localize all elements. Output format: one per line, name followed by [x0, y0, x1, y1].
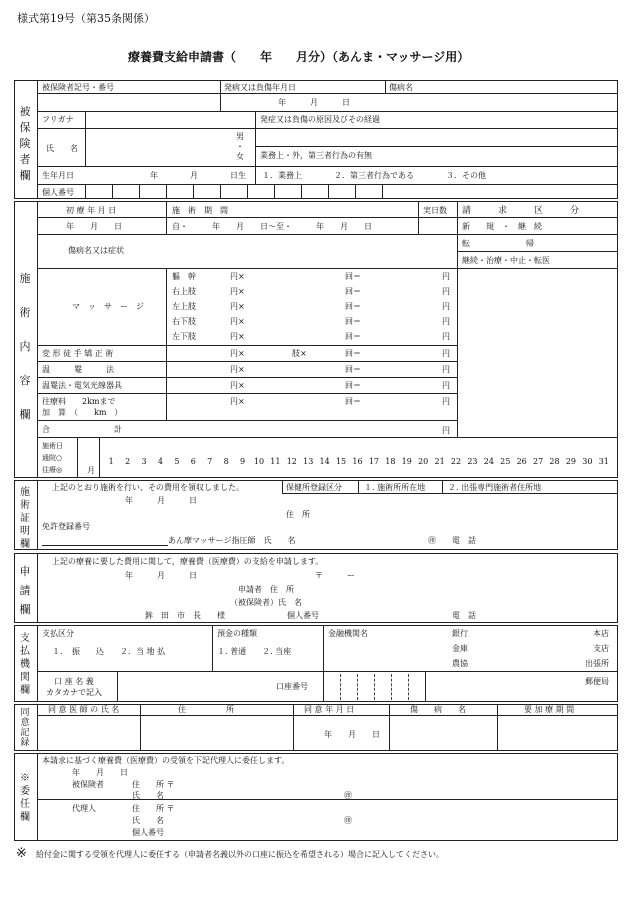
insurer-number-label: 被保険者記号・番号 — [42, 83, 114, 92]
deposit-type-options: １. 普通 ２. 当座 — [217, 647, 292, 656]
certification-section-label: 施術証明欄 — [20, 487, 30, 550]
times-eq: 回＝ — [345, 349, 361, 358]
calendar-day: 17 — [368, 457, 379, 466]
delegation-section-label: ※委任欄 — [20, 773, 30, 823]
shinkin-label: 金庫 — [452, 644, 468, 653]
sex-label: 男 ・ 女 — [236, 132, 244, 161]
yen-times: 円× — [230, 381, 245, 390]
calendar-day: 5 — [174, 457, 180, 466]
practitioner-seal: ㊞ — [428, 536, 436, 545]
calendar-day: 3 — [141, 457, 147, 466]
account-holder-label: 口 座 名 義 カタカナで記入 — [46, 677, 102, 697]
addressee: 鉾 田 市 長 様 — [145, 611, 225, 620]
calendar-day: 12 — [286, 457, 297, 466]
joint-unit: 肢× — [292, 349, 307, 358]
diagnosis-label: 傷病名又は症状 — [68, 246, 124, 255]
consent-period-label: 要 加 療 期 間 — [524, 705, 575, 714]
claim-new: 新 規 ・ 継 続 — [462, 222, 542, 231]
consent-disease-label: 傷 病 名 — [410, 705, 466, 714]
calendar-day: 24 — [483, 457, 494, 466]
disease-name-label: 傷病名 — [389, 83, 413, 92]
application-section-label: 申請欄 — [19, 565, 31, 616]
yen-times: 円× — [230, 349, 245, 358]
certification-address-label: 住 所 — [286, 510, 310, 519]
applicant-address-label: 申請者 住 所 — [238, 585, 294, 594]
treatment-section-label: 施術内容欄 — [19, 272, 31, 421]
joint-label: 変 形 徒 手 矯 正 術 — [42, 349, 114, 358]
certification-phone-label: 電 話 — [452, 536, 476, 545]
consent-date-label: 同 意 年 月 日 — [304, 705, 355, 714]
injury-date-value: 年 月 日 — [278, 98, 350, 107]
third-party-options: １．業務上 ２．第三者行為である ３．その他 — [262, 171, 486, 180]
head-office-label: 本店 — [593, 629, 609, 638]
delegation-personal-number-label: 個人番号 — [132, 828, 164, 837]
calendar-day: 20 — [418, 457, 429, 466]
birthdate-label: 生年月日 — [42, 171, 74, 180]
account-number-label: 口座番号 — [276, 682, 308, 691]
yen: 円 — [442, 287, 450, 296]
calendar-day: 1 — [108, 457, 114, 466]
days-label: 実日数 — [423, 206, 447, 215]
calendar-day: 16 — [352, 457, 363, 466]
calendar-day: 2 — [125, 457, 131, 466]
payment-section-label: 支払機関欄 — [20, 633, 30, 696]
calendar-day: 11 — [270, 457, 281, 466]
delegation-insured-seal: ㊞ — [344, 791, 352, 800]
sub-branch-label: 出張所 — [585, 659, 609, 668]
certification-date: 年 月 日 — [125, 496, 197, 505]
footnote-text: 給付金に関する受領を代理人に委任する（申請者名義以外の口座に振込を希望される）場合に記入してください。 — [36, 850, 444, 859]
yen: 円 — [442, 272, 450, 281]
delegation-insured-label: 被保険者 — [72, 780, 104, 789]
yen-times: 円× — [230, 287, 245, 296]
delegation-insured-address: 住 所 〒 — [132, 780, 175, 789]
certification-statement: 上記のとおり施術を行い、その費用を領収しました。 — [52, 483, 244, 492]
calendar-day: 13 — [303, 457, 314, 466]
furigana-label: フリガナ — [42, 115, 74, 124]
massage-label: マ ッ サ ー ジ — [72, 302, 144, 311]
license-label: 免許登録番号 — [42, 522, 90, 531]
times-eq: 回＝ — [345, 381, 361, 390]
payment-type-options: １． 振 込 ２．当 地 払 — [52, 647, 166, 656]
name-label: 氏 名 — [46, 144, 78, 153]
part-right-arm: 右上肢 — [172, 287, 196, 296]
nokyo-label: 農協 — [452, 659, 468, 668]
practitioner-label: あん摩マッサージ指圧師 氏 名 — [168, 536, 296, 545]
times-eq: 回＝ — [345, 287, 361, 296]
page-title: 療養費支給申請書（ 年 月分）（あんま・マッサージ用） — [128, 50, 470, 64]
consent-section-label: 同意記録 — [20, 708, 30, 748]
part-trunk: 軀 幹 — [172, 272, 196, 281]
calendar-day: 26 — [516, 457, 527, 466]
electric-label: 温罨法・電気光線器具 — [42, 381, 122, 390]
claim-label: 請 求 区 分 — [462, 206, 580, 216]
birthdate-value: 年 月 日生 — [150, 171, 246, 180]
application-phone-label: 電 話 — [452, 611, 476, 620]
calendar-day: 29 — [565, 457, 577, 466]
third-party-label: 業務上・外，第三者行為の有無 — [260, 151, 372, 160]
yen-times: 円× — [230, 397, 245, 406]
yen: 円 — [442, 332, 450, 341]
calendar-day: 21 — [434, 457, 445, 466]
institution-label: 金融機関名 — [328, 629, 368, 638]
delegation-statement: 本請求に基づく療養費（医療費）の受領を下記代理人に委任します。 — [42, 756, 290, 765]
times-eq: 回＝ — [345, 365, 361, 374]
yen: 円 — [442, 302, 450, 311]
delegation-insured-name: 氏 名 — [132, 791, 164, 800]
total-yen: 円 — [442, 426, 450, 435]
part-right-leg: 右下肢 — [172, 317, 196, 326]
claim-status: 継続・治療・中止・転医 — [462, 256, 550, 265]
period-value: 自・ 年 月 日〜至・ 年 月 日 — [172, 222, 372, 231]
applicant-personal-number-label: 個人番号 — [287, 611, 319, 620]
month-unit: 月 — [87, 466, 95, 475]
calendar-day: 4 — [157, 457, 163, 466]
registration-label: 保健所登録区分 — [286, 483, 342, 492]
times-eq: 回＝ — [345, 272, 361, 281]
consent-date-value: 年 月 日 — [324, 730, 380, 739]
yen: 円 — [442, 349, 450, 358]
hot-compress-label: 温 罨 法 — [42, 365, 114, 374]
yen-times: 円× — [230, 317, 245, 326]
calendar-day: 30 — [582, 457, 593, 466]
yen-times: 円× — [230, 332, 245, 341]
first-date-label: 初 療 年 月 日 — [66, 206, 117, 215]
payment-type-label: 支払区分 — [42, 629, 74, 638]
calendar-day: 23 — [467, 457, 478, 466]
yen: 円 — [442, 397, 450, 406]
calendar-day: 25 — [500, 457, 511, 466]
calendar-label: 施術日 通院○ 往療◎ — [42, 442, 63, 474]
yen: 円 — [442, 317, 450, 326]
calendar-day: 27 — [533, 457, 544, 466]
times-eq: 回＝ — [345, 317, 361, 326]
deposit-type-label: 預金の種類 — [217, 629, 257, 638]
calendar-day: 31 — [598, 457, 609, 466]
injury-date-label: 発病又は負傷年月日 — [224, 83, 296, 92]
travel-label: 往療料 2kmまで 加 算 （ km ） — [42, 397, 123, 417]
post-office-label: 郵便局 — [585, 677, 609, 686]
application-date: 年 月 日 — [125, 571, 197, 580]
delegation-agent-seal: ㊞ — [344, 816, 352, 825]
branch-label: 支店 — [593, 644, 609, 653]
calendar-day: 22 — [450, 457, 462, 466]
application-statement: 上記の療養に要した費用に関して，療養費（医療費）の支給を申請します。 — [52, 557, 324, 566]
delegation-section — [14, 753, 618, 841]
application-postal: 〒 ー — [315, 571, 355, 580]
insured-section-label: 被保険者欄 — [19, 105, 31, 182]
consent-address-label: 住 所 — [178, 705, 234, 714]
registration-option-1: １. 施術所所在地 — [364, 483, 426, 492]
calendar-day: 19 — [401, 457, 412, 466]
calendar-day: 15 — [335, 457, 347, 466]
first-date-value: 年 月 日 — [66, 222, 122, 231]
yen: 円 — [442, 381, 450, 390]
times-eq: 回＝ — [345, 302, 361, 311]
total-label: 合 計 — [42, 425, 122, 434]
yen-times: 円× — [230, 302, 245, 311]
calendar-day: 9 — [240, 457, 246, 466]
calendar-day: 8 — [223, 457, 229, 466]
delegation-agent-name: 氏 名 — [132, 816, 164, 825]
calendar-day: 6 — [190, 457, 196, 466]
footnote-mark: ※ — [16, 846, 27, 861]
calendar-day: 7 — [207, 457, 213, 466]
form-number: 様式第19号（第35条関係） — [17, 12, 155, 25]
delegation-agent-address: 住 所 〒 — [132, 804, 175, 813]
payment-section — [14, 625, 618, 702]
calendar-day: 28 — [549, 457, 560, 466]
period-label: 施 術 期 間 — [172, 206, 228, 215]
part-left-arm: 左上肢 — [172, 302, 196, 311]
cause-label: 発症又は負傷の原因及びその経過 — [260, 115, 380, 124]
applicant-name-label: （被保険者）氏 名 — [230, 598, 302, 607]
claim-outcome: 転 帰 — [462, 239, 534, 248]
yen: 円 — [442, 365, 450, 374]
delegation-agent-label: 代理人 — [72, 804, 96, 813]
bank-label: 銀行 — [452, 629, 468, 638]
times-eq: 回＝ — [345, 332, 361, 341]
times-eq: 回＝ — [345, 397, 361, 406]
calendar-day: 18 — [385, 457, 396, 466]
yen-times: 円× — [230, 365, 245, 374]
personal-number-label: 個人番号 — [42, 188, 74, 197]
delegation-date: 年 月 日 — [72, 768, 128, 777]
calendar-day: 14 — [319, 457, 330, 466]
registration-option-2: ２. 出張専門施術者住所地 — [448, 483, 542, 492]
yen-times: 円× — [230, 272, 245, 281]
part-left-leg: 左下肢 — [172, 332, 196, 341]
calendar-day: 10 — [253, 457, 265, 466]
consent-doctor-label: 同 意 医 師 の 氏 名 — [48, 705, 120, 714]
